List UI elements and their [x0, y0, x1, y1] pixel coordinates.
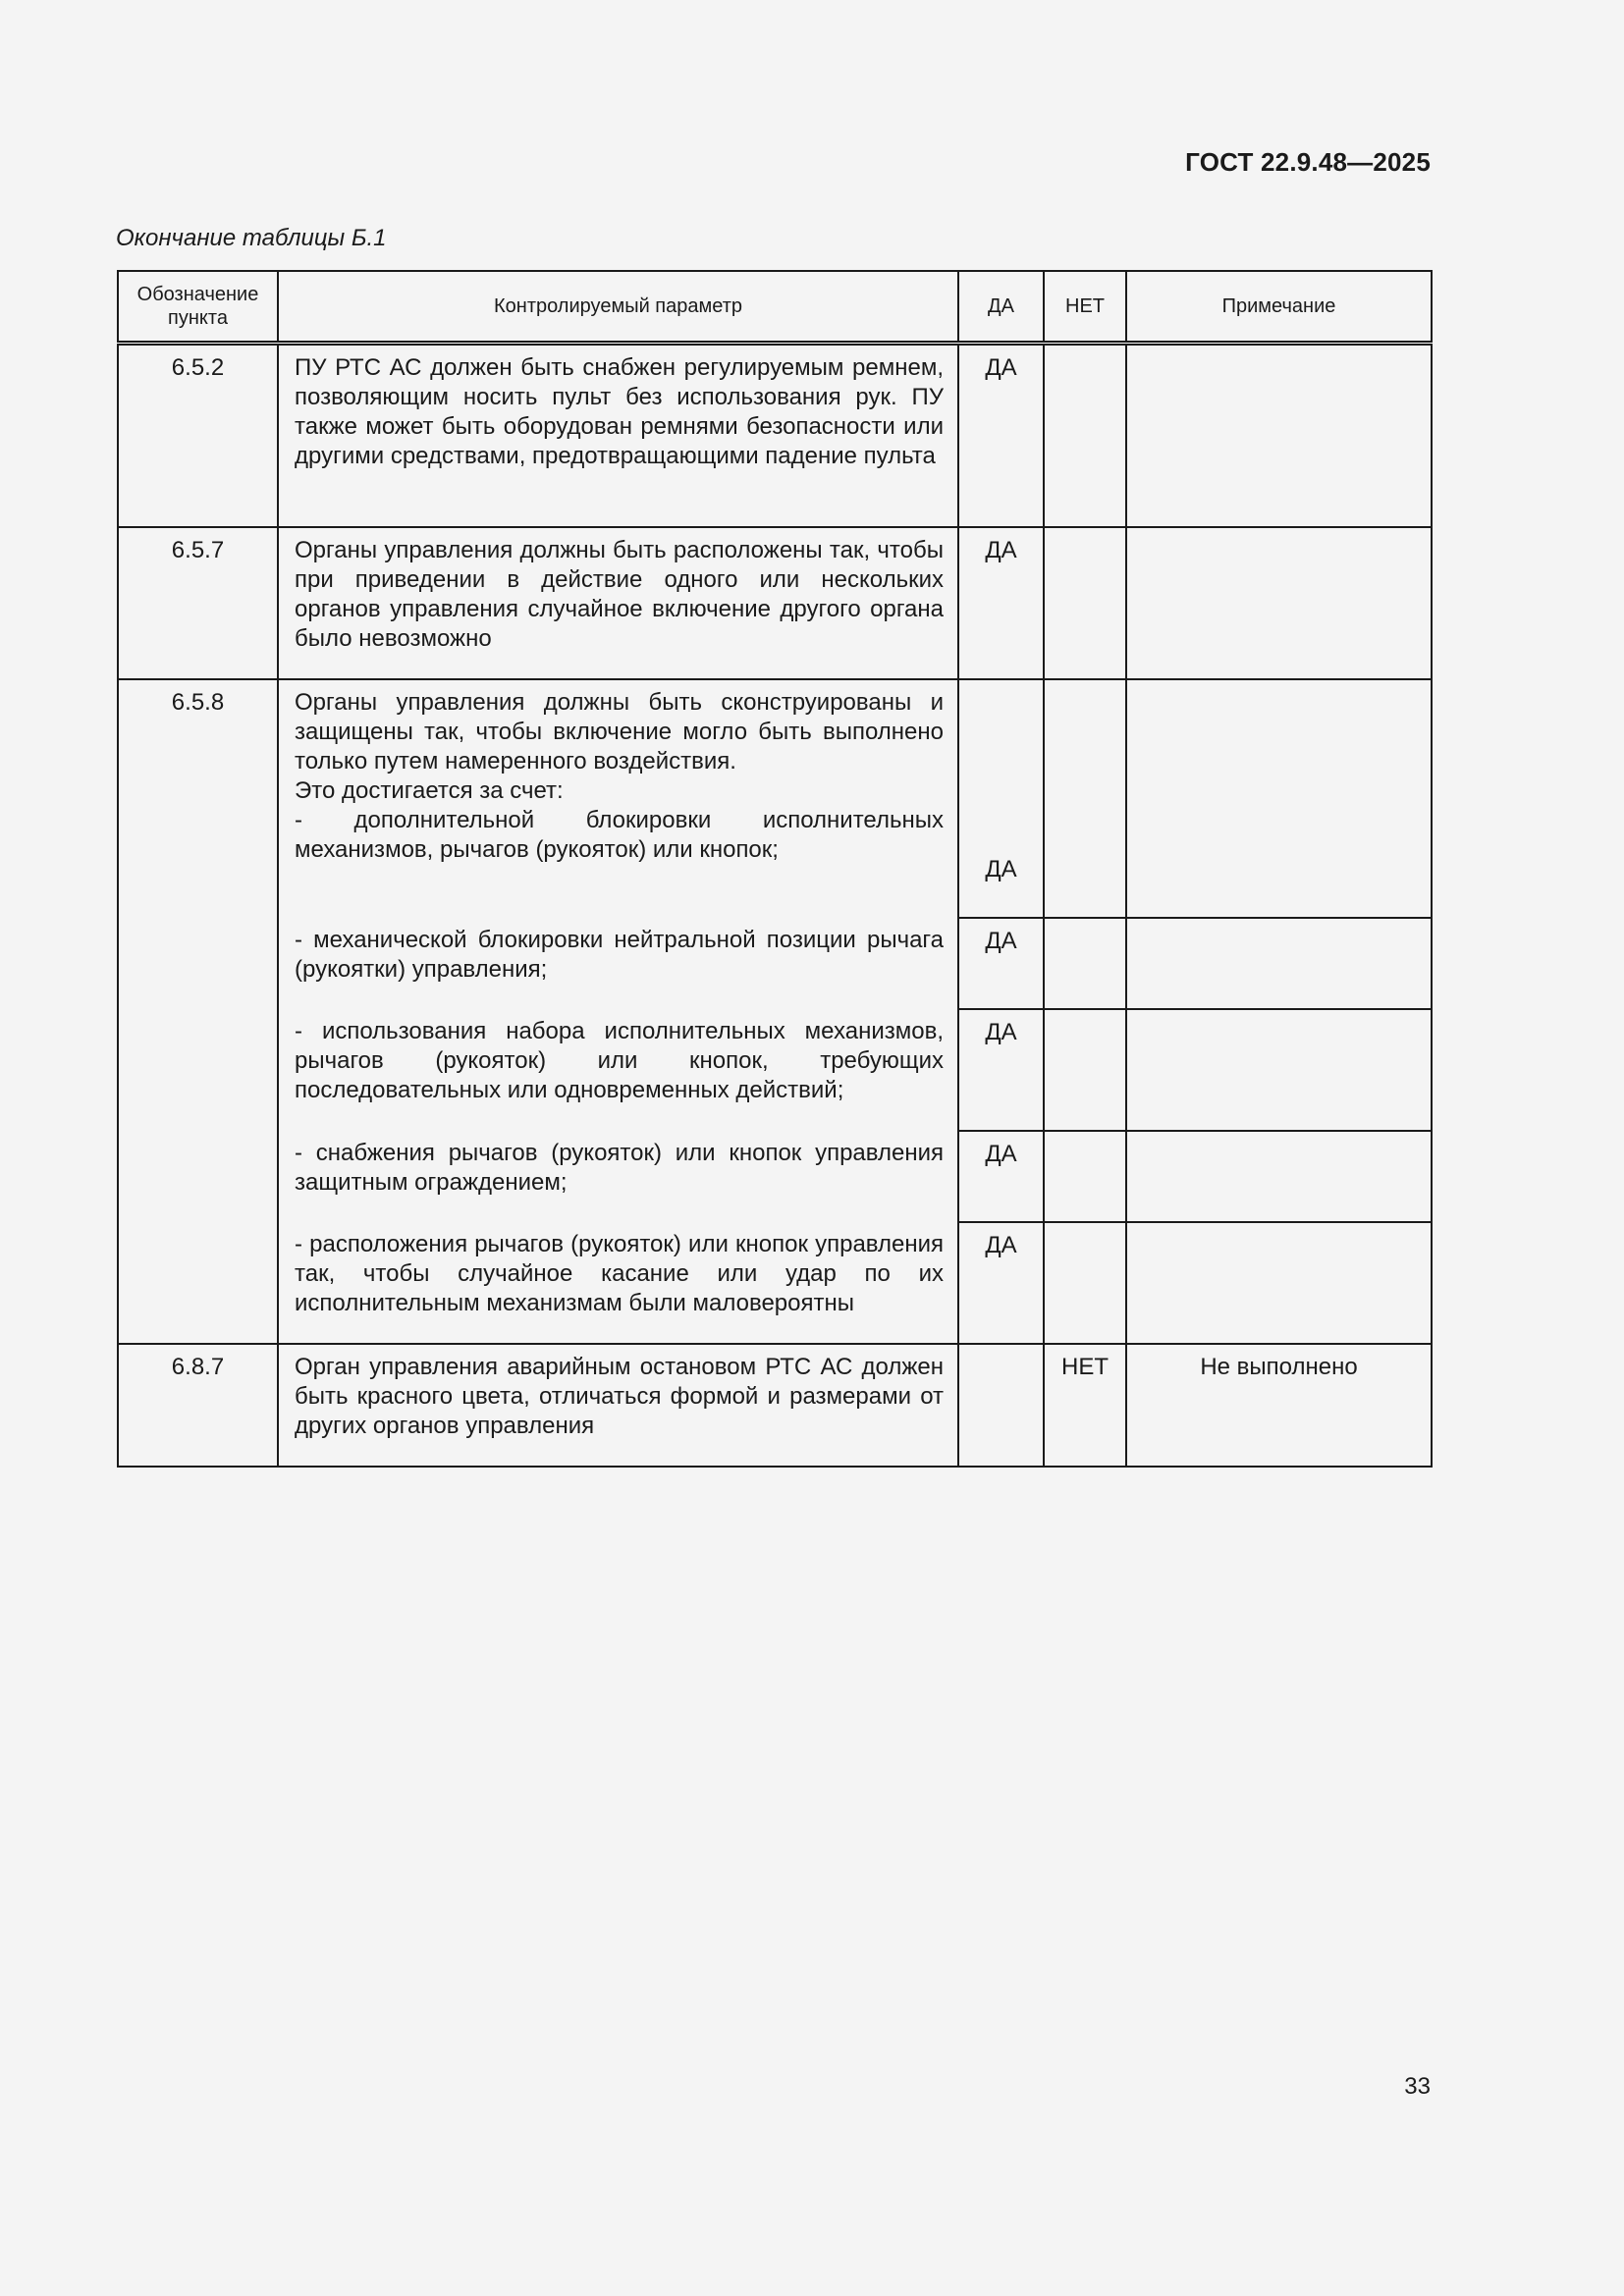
checklist-table	[117, 270, 1433, 1468]
note-text	[1126, 679, 1432, 918]
column-header-number: Обозначение пункта	[118, 271, 278, 344]
note-text	[1126, 1009, 1432, 1131]
no-mark	[1044, 918, 1126, 1009]
no-mark	[1044, 679, 1126, 918]
parameter-list-item: - механической блокировки нейтральной позиции рычага (рукоятки) управления;	[278, 918, 958, 1009]
yes-mark: ДА	[958, 918, 1044, 1009]
yes-mark: ДА	[958, 344, 1044, 528]
note-text: Не выполнено	[1126, 1344, 1432, 1467]
yes-mark: ДА	[958, 679, 1044, 918]
table-header-row	[118, 271, 1432, 344]
document-code: ГОСТ 22.9.48—2025	[1185, 147, 1431, 177]
parameter-list-item: - расположения рычагов (рукояток) или кнопок управления так, чтобы случайное касание или удар по их исполнительным механизмам были маловероятны	[278, 1222, 958, 1344]
note-text	[1126, 1222, 1432, 1344]
column-header-parameter: Контролируемый параметр	[278, 271, 958, 344]
no-mark	[1044, 1222, 1126, 1344]
note-text	[1126, 1131, 1432, 1222]
parameter-text: Органы управления должны быть расположены так, чтобы при приведении в действие одного или нескольких органов управления случайное включение другого органа было невозможно	[278, 527, 958, 679]
parameter-text: ПУ РТС АС должен быть снабжен регулируемым ремнем, позволяющим носить пульт без использования рук. ПУ также может быть оборудован ремнями безопасности или другими средствами, предотвращающими падение пульта	[278, 344, 958, 528]
no-mark	[1044, 527, 1126, 679]
table-row	[118, 527, 1432, 679]
parameter-list-item: - дополнительной блокировки исполнительных механизмов, рычагов (рукояток) или кнопок;	[295, 807, 944, 863]
parameter-list-item: - использования набора исполнительных механизмов, рычагов (рукояток) или кнопок, требующих последовательных или одновременных действий;	[278, 1009, 958, 1131]
table-row	[118, 1222, 1432, 1344]
clause-number: 6.5.7	[118, 527, 278, 679]
no-mark	[1044, 1131, 1126, 1222]
note-text	[1126, 344, 1432, 528]
table-row	[118, 1131, 1432, 1222]
column-header-no: НЕТ	[1044, 271, 1126, 344]
column-header-note: Примечание	[1126, 271, 1432, 344]
yes-mark: ДА	[958, 1009, 1044, 1131]
yes-mark: ДА	[958, 527, 1044, 679]
parameter-intro-list-lead: Это достигается за счет:	[295, 777, 564, 804]
clause-number: 6.5.2	[118, 344, 278, 528]
table-row	[118, 1344, 1432, 1467]
parameter-text: Орган управления аварийным остановом РТС АС должен быть красного цвета, отличаться формой и размерами от других органов управления	[278, 1344, 958, 1467]
yes-mark	[958, 1344, 1044, 1467]
page-number: 33	[1404, 2073, 1431, 2100]
note-text	[1126, 527, 1432, 679]
column-header-yes: ДА	[958, 271, 1044, 344]
note-text	[1126, 918, 1432, 1009]
no-mark: НЕТ	[1044, 1344, 1126, 1467]
table-row	[118, 344, 1432, 528]
parameter-list-item: - снабжения рычагов (рукояток) или кнопок управления защитным ограждением;	[278, 1131, 958, 1222]
parameter-intro: Органы управления должны быть сконструированы и защищены так, чтобы включение могло быть выполнено только путем намеренного воздействия.	[295, 689, 944, 774]
no-mark	[1044, 1009, 1126, 1131]
parameter-text	[278, 679, 958, 918]
yes-mark: ДА	[958, 1131, 1044, 1222]
table-row	[118, 918, 1432, 1009]
table-row	[118, 679, 1432, 918]
clause-number: 6.8.7	[118, 1344, 278, 1467]
clause-number: 6.5.8	[118, 679, 278, 1344]
yes-mark: ДА	[958, 1222, 1044, 1344]
table-caption: Окончание таблицы Б.1	[116, 225, 387, 251]
table-row	[118, 1009, 1432, 1131]
no-mark	[1044, 344, 1126, 528]
